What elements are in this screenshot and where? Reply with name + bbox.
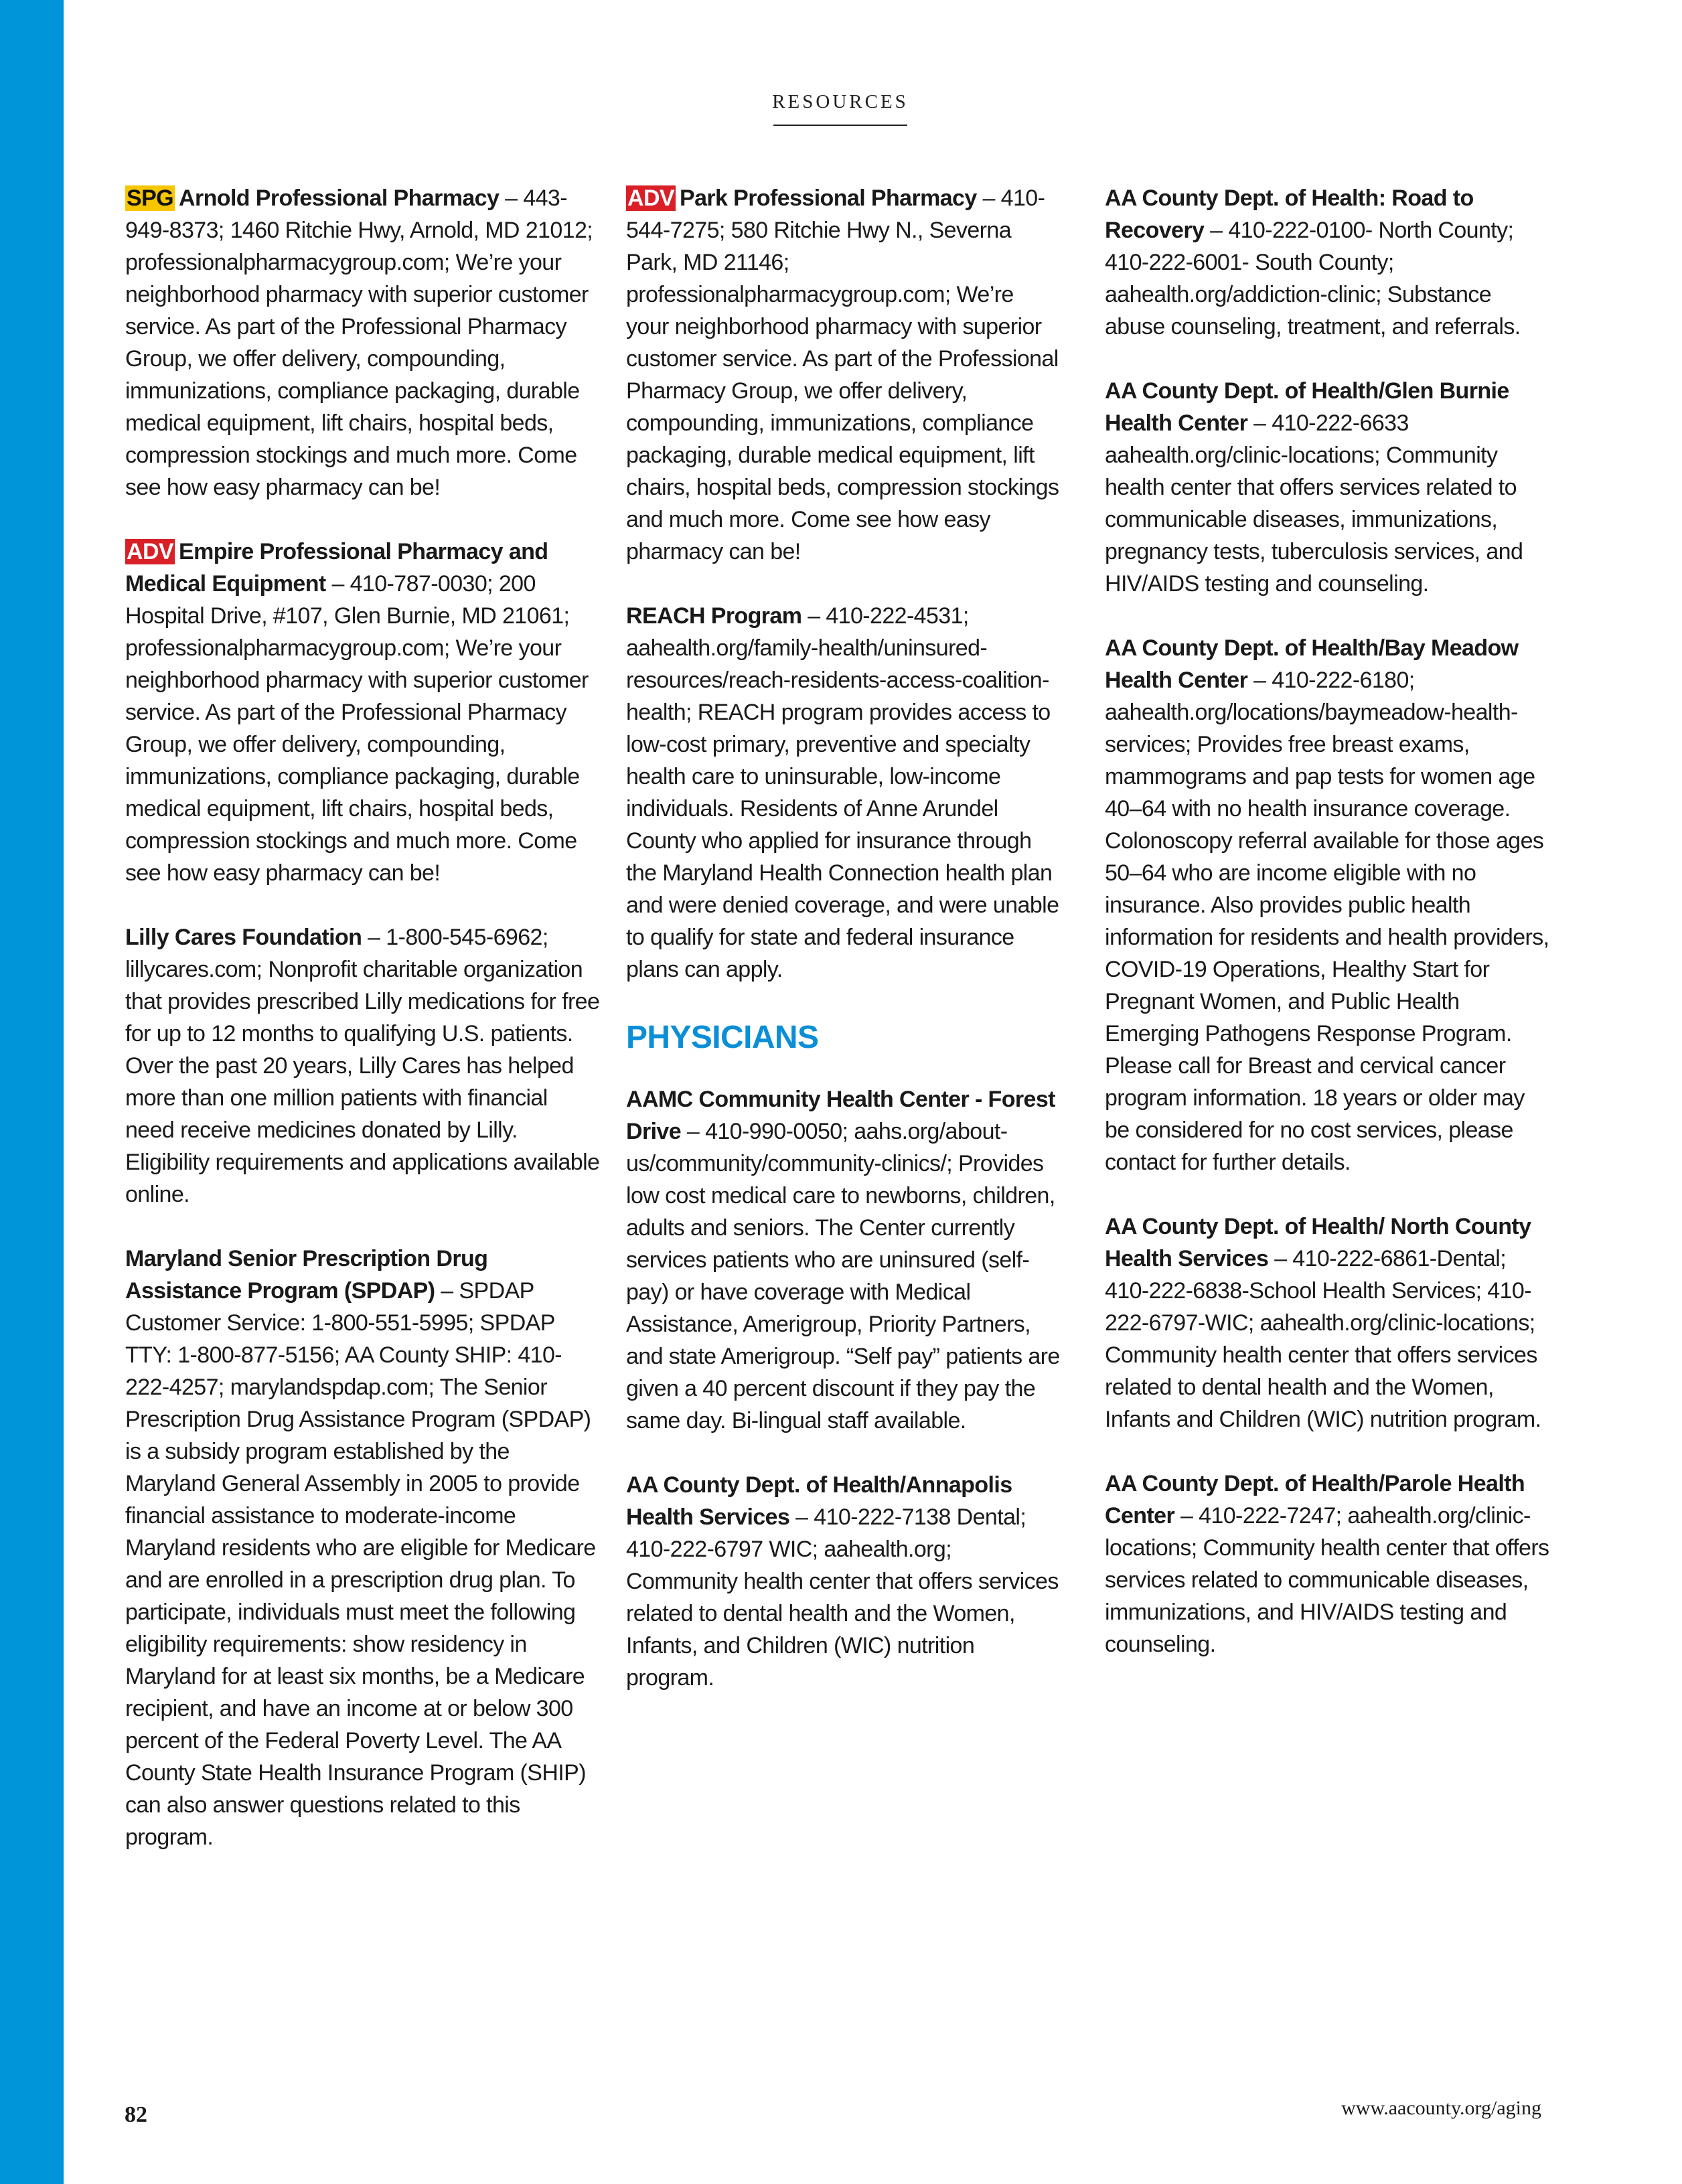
entry-text: – 410-222-6861-Dental; 410-222-6838-School Health Services; 410-222-6797-WIC; aahealth.org/clinic-locations; Community health center that offers services related to dental health and the Women, Infants and Children (WIC) nutrition program. — [1105, 1246, 1541, 1432]
entry-text: – 410-222-7247; aahealth.org/clinic-locations; Community health center that offers services related to communicable diseases, immunizations, and HIV/AIDS testing and counseling. — [1105, 1503, 1549, 1657]
adv-badge: ADV — [127, 539, 173, 564]
entry-text: – 1-800-545-6962; lillycares.com; Nonprofit charitable organization that provides prescribed Lilly medications for free for up to 12 months to qualifying U.S. patients. Over the past 20 years, Lilly Cares has helped more than one million patients with financial need receive medicines donated by Lilly. Eligibility requirements and applications available online. — [125, 925, 600, 1207]
resource-entry — [1105, 1468, 1550, 1660]
entry-name: Empire Professional Pharmacy and Medical Equipment — [125, 539, 548, 597]
spg-badge: SPG — [127, 185, 174, 211]
resource-entry — [1105, 1211, 1550, 1435]
resource-entry — [626, 600, 1061, 986]
entry-text: – 410-222-6633 aahealth.org/clinic-locations; Community health center that offers services related to communicable diseases, immunizations, pregnancy tests, tuberculosis services, and HIV/AIDS testing and counseling. — [1105, 410, 1523, 597]
entry-name: AA County Dept. of Health/Glen Burnie Health Center — [1105, 378, 1509, 436]
column-1 — [125, 182, 602, 1885]
sidebar-color-bar — [0, 0, 64, 2184]
entry-text: – 410-222-4531; aahealth.org/family-health/uninsured-resources/reach-residents-access-coalition-health; REACH program provides access to low-cost primary, preventive and specialty health care to uninsurable, low-income individuals. Residents of Anne Arundel County who applied for insurance through the Maryland Health Connection health plan and were denied coverage, and were unable to qualify for state and federal insurance plans can apply. — [626, 603, 1059, 982]
resource-entry — [626, 182, 1061, 568]
entry-name: AAMC Community Health Center - Forest Drive — [626, 1087, 1055, 1144]
entry-text: – SPDAP Customer Service: 1-800-551-5995; SPDAP TTY: 1-800-877-5156; AA County SHIP: 410-222-4257; marylandspdap.com; The Senior Prescription Drug Assistance Program (SPDAP) is a subsidy program established by the Maryland General Assembly in 2005 to provide financial assistance to moderate-income Maryland residents who are eligible for Medicare and are enrolled in a prescription drug plan. To participate, individuals must meet the following eligibility requirements: show residency in Maryland for at least six months, be a Medicare recipient, and have an income at or below 300 percent of the Federal Poverty Level. The AA County State Health Insurance Program (SHIP) can also answer questions related to this program. — [125, 1278, 596, 1850]
resource-entry — [1105, 375, 1550, 600]
entry-text: – 410-222-6180; aahealth.org/locations/baymeadow-health-services; Provides free breast exams, mammograms and pap tests for women age 40–64 with no health insurance coverage. Colonoscopy referral available for those ages 50–64 who are income eligible with no insurance. Also provides public health information for residents and health providers, COVID-19 Operations, Healthy Start for Pregnant Women, and Public Health Emerging Pathogens Response Program. Please call for Breast and cervical cancer program information. 18 years or older may be considered for no cost services, please contact for further details. — [1105, 668, 1549, 1175]
column-3 — [1105, 182, 1550, 1693]
resource-entry — [626, 1083, 1061, 1437]
header-divider — [773, 125, 907, 126]
entry-text: – 410-222-7138 Dental; 410-222-6797 WIC; aahealth.org; Community health center that offers services related to dental health and the Women, Infants, and Children (WIC) nutrition program. — [626, 1504, 1059, 1691]
entry-name: Maryland Senior Prescription Drug Assistance Program (SPDAP) — [125, 1246, 488, 1304]
resource-entry — [125, 921, 602, 1211]
section-heading-physicians: PHYSICIANS — [626, 1020, 819, 1055]
resource-entry — [626, 1469, 1061, 1694]
page-header: RESOURCES — [772, 91, 909, 112]
resource-entry — [125, 182, 602, 503]
entry-text: – 410-990-0050; aahs.org/about-us/community/community-clinics/; Provides low cost medical care to newborns, children, adults and seniors. The Center currently services patients who are uninsured (self-pay) or have coverage with Medical Assistance, Amerigroup, Priority Partners, and state Amerigroup. “Self pay” patients are given a 40 percent discount if they pay the same day. Bi-lingual staff available. — [626, 1119, 1060, 1433]
footer-url: www.aacounty.org/aging — [1341, 2097, 1541, 2119]
entry-text: – 443-949-8373; 1460 Ritchie Hwy, Arnold, MD 21012; professionalpharmacygroup.com; We’re your neighborhood pharmacy with superior customer service. As part of the Professional Pharmacy Group, we offer delivery, compounding, immunizations, compliance packaging, durable medical equipment, lift chairs, hospital beds, compression stockings and much more. Come see how easy pharmacy can be! — [125, 185, 593, 500]
page-number: 82 — [125, 2102, 147, 2127]
entry-name: REACH Program — [626, 603, 802, 629]
column-2 — [626, 182, 1061, 1726]
entry-name: Park Professional Pharmacy — [680, 185, 977, 211]
entry-text: – 410-222-0100- North County; 410-222-6001- South County; aahealth.org/addiction-clinic; Substance abuse counseling, treatment, and referrals. — [1105, 218, 1521, 339]
entry-name: AA County Dept. of Health/ North County Health Services — [1105, 1214, 1531, 1271]
entry-name: AA County Dept. of Health/Parole Health Center — [1105, 1471, 1525, 1529]
adv-badge: ADV — [627, 185, 674, 211]
entry-name: Arnold Professional Pharmacy — [179, 185, 500, 211]
resource-entry — [125, 1243, 602, 1853]
entry-text: – 410-544-7275; 580 Ritchie Hwy N., Severna Park, MD 21146; professionalpharmacygroup.com; We’re your neighborhood pharmacy with superior customer service. As part of the Professional Pharmacy Group, we offer delivery, compounding, immunizations, compliance packaging, durable medical equipment, lift chairs, hospital beds, compression stockings and much more. Come see how easy pharmacy can be! — [626, 185, 1059, 564]
resource-entry — [1105, 182, 1550, 343]
entry-name: AA County Dept. of Health/Annapolis Health Services — [626, 1472, 1012, 1530]
resource-entry — [1105, 632, 1550, 1178]
resource-entry — [125, 536, 602, 889]
entry-text: – 410-787-0030; 200 Hospital Drive, #107, Glen Burnie, MD 21061; professionalpharmacygroup.com; We’re your neighborhood pharmacy with superior customer service. As part of the Professional Pharmacy Group, we offer delivery, compounding, immunizations, compliance packaging, durable medical equipment, lift chairs, hospital beds, compression stockings and much more. Come see how easy pharmacy can be! — [125, 571, 589, 886]
entry-name: Lilly Cares Foundation — [125, 925, 362, 950]
entry-name: AA County Dept. of Health/Bay Meadow Health Center — [1105, 635, 1519, 693]
entry-name: AA County Dept. of Health: Road to Recovery — [1105, 185, 1474, 243]
